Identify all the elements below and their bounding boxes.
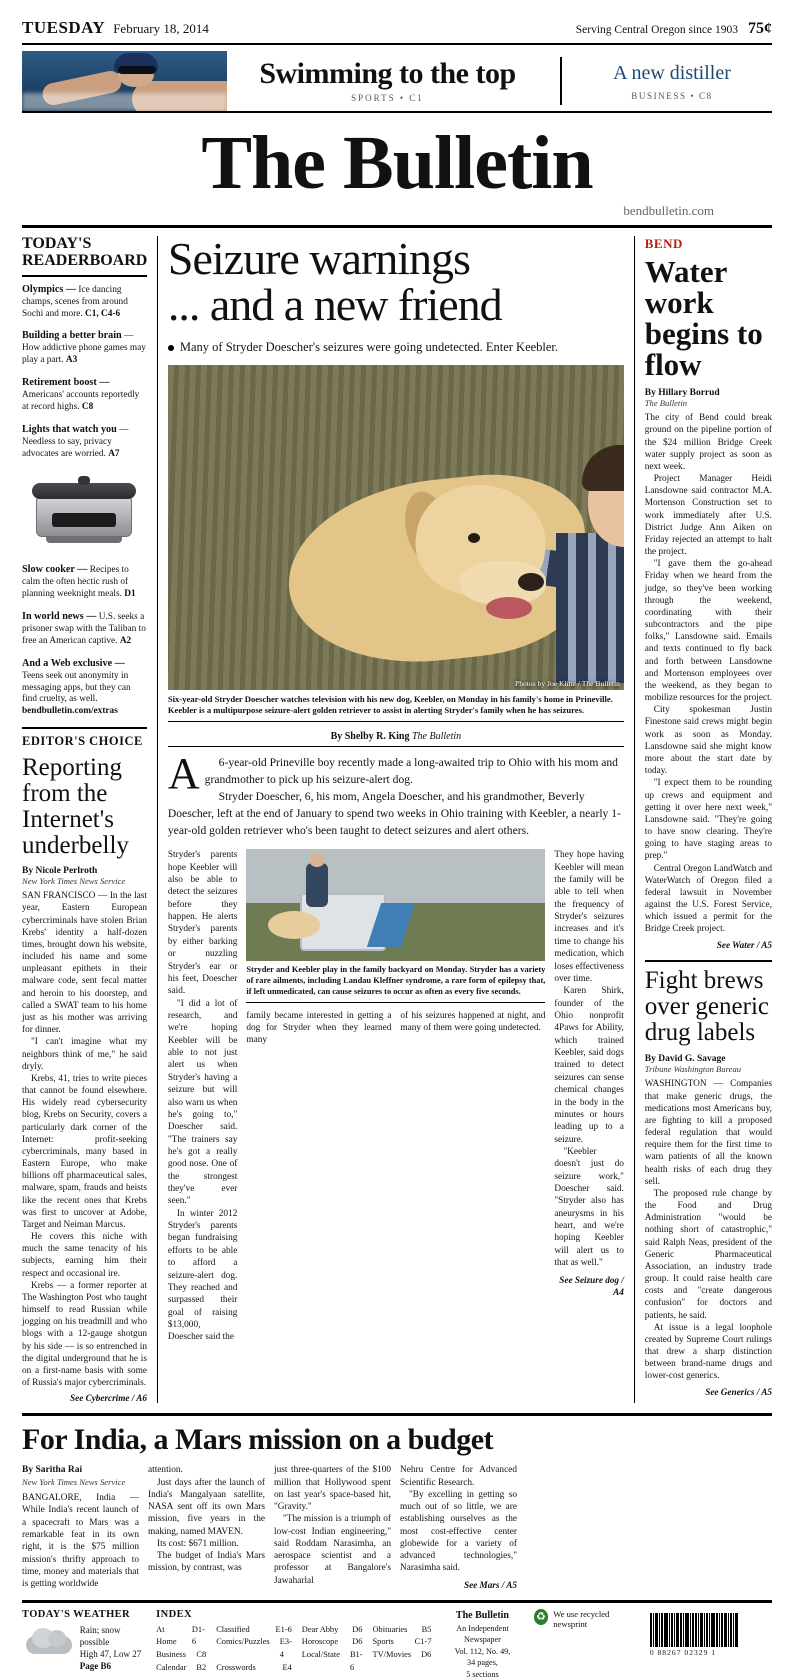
readerboard-item-text: —Needless to say, privacy advocates are worried. (22, 424, 129, 459)
readerboard-item[interactable] (22, 610, 147, 648)
readerboard-item-page: A3 (65, 355, 78, 366)
paragraph: SAN FRANCISCO — In the last year, Eastern European cybercriminals have stolen Brian Krebs' identity a half-dozen times, brought down his website, included his name and some unpleasant epithets in their malware code, sent fecal matter and heroin to his doorstep, and called a SWAT team to his home just as his mother was arriving for dinner. (22, 891, 147, 1036)
index-column (156, 1624, 206, 1674)
readerboard-item-page: D1 (124, 589, 136, 600)
paragraph: Karen Shirk, founder of the Ohio nonprofit 4Paws for Ability, which trained Keebler, said dogs trained to detect seizures can sense chemical changes in the body in the minutes or hours leading up to a seizure. (554, 986, 624, 1145)
india-byline: By Saritha Rai (22, 1465, 83, 1476)
index-page: D6 (421, 1650, 432, 1660)
readerboard-item[interactable] (22, 657, 147, 718)
index-row[interactable] (216, 1624, 292, 1637)
lede-photo-caption: Six-year-old Stryder Doescher watches television with his new dog, Keebler, on Monday in his family's home in Prineville. Keebler is a multipurpose seizure-alert golden retriever to assist in alerting Stryder's family when he has seizures. (167, 694, 613, 716)
footer-masthead-sub: An Independent Newspaper (456, 1623, 509, 1645)
lede-column-group (168, 849, 624, 1343)
lede-column-2 (246, 849, 545, 1343)
paragraph: family became interested in getting a dog for Stryder when they learned many (246, 1010, 392, 1046)
dog-nose-shape (518, 573, 544, 591)
readerboard-item[interactable] (22, 423, 147, 461)
dateline-right (576, 20, 772, 38)
index-name: Classified (216, 1624, 250, 1634)
index-page: D6 (352, 1637, 363, 1647)
weather-text (80, 1624, 144, 1673)
main-story (167, 233, 624, 1403)
masthead-website[interactable]: bendbulletin.com (623, 203, 714, 219)
paragraph: They hope having Keebler will mean the family will be able to tell when the frequency of Stryder's seizures increases and it's time to change his medication, which loses effectiveness over time. (554, 850, 624, 984)
index-row[interactable] (373, 1624, 432, 1637)
paragraph: Project Manager Heidi Lansdowne said contractor M.A. Mortenson Construction set to work immediately after U.S. District Judge Ann Aiken on Friday rejected an attempt to halt the project. (644, 474, 772, 558)
india-jumpline[interactable]: See Mars / A5 (463, 1579, 517, 1590)
index-page: B5 (421, 1624, 432, 1634)
footer-masthead-name: The Bulletin (455, 1609, 509, 1621)
india-column-1 (22, 1464, 139, 1591)
paragraph: Stryder's parents hope Keebler will also be able to detect the seizures before they happen. He alerts Stryder's parents by either barking or nuzzling Stryder's ear or his feet, Doescher said. (167, 850, 238, 997)
weather-temps: High 47, Low 27 (79, 1649, 142, 1660)
index-page: E4 (282, 1662, 292, 1672)
promo-teasers (227, 51, 772, 111)
index-row[interactable] (156, 1649, 206, 1662)
paragraph: Krebs — a former reporter at The Washington Post who taught himself to read Russian while jogging on his treadmill and who blogs with a 12-gauge shotgun by his side — is so entrenched in the digital underground that he is on a first-name basis with some of Russia's major cybercriminals. (22, 1280, 147, 1389)
paragraph: attention. (148, 1465, 183, 1476)
dateline-price: 75¢ (748, 20, 772, 37)
paragraph: "I gave them the go-ahead Friday when we heard from the judge, so they've been working through the weekend, coordinating with their subcontractors and the pipe folks," Lansdowne said. Emails and texts continued to fly back and forth between Lansdowne and Mortenson employees over the weekend, as they began to mobilize resources for the project. (644, 559, 773, 704)
index-title: INDEX (156, 1608, 193, 1620)
index-page: E1-6 (275, 1624, 292, 1634)
promo-sports-section: SPORTS • C1 (351, 93, 424, 103)
masthead-title: The Bulletin (201, 121, 593, 205)
swim-goggles-shape (118, 66, 156, 74)
india-columns (22, 1464, 772, 1591)
editors-choice-byline: By Nicole Perlroth (22, 866, 98, 877)
lede-subhead-row (168, 340, 624, 355)
index-name: Comics/Puzzles (216, 1637, 270, 1647)
paragraph: In winter 2012 Stryder's parents began fundraising efforts to be able to afford a seizure-alert dog. They reached and surpassed their goal of raising $13,000, Doescher said the (167, 1208, 238, 1343)
dateline-date: February 18, 2014 (113, 21, 209, 36)
cooker-knob-shape (78, 476, 90, 485)
column-divider (157, 236, 158, 1403)
paragraph: "I can't imagine what my neighbors think of me," he said dryly. (22, 1037, 147, 1072)
dateline-left (22, 18, 209, 38)
paragraph: "I did a lot of research, and we're hoping Keebler will be able to not just alert us when Stryder's having a seizure but will also warn us when he's going to," Doescher said. "The trainers say he's got a really good nose. One of the strongest they've ever seen." (167, 998, 238, 1207)
paragraph: The budget of India's Mars mission, by contrast, was (148, 1551, 265, 1574)
boy-body-shape (556, 533, 624, 683)
index-name: Local/State (301, 1650, 340, 1660)
readerboard-item-lead: In world news — (22, 611, 97, 623)
column-divider (634, 236, 635, 1403)
index-page: D6 (352, 1624, 363, 1634)
weather-description: Rain; snow possible (79, 1624, 121, 1647)
index-name: Sports (372, 1637, 394, 1647)
paragraph: Its cost: $671 million. (157, 1538, 239, 1549)
index-row[interactable] (373, 1636, 432, 1649)
index-row[interactable] (156, 1624, 206, 1649)
generics-body (645, 1078, 772, 1382)
caption-rule (246, 1002, 545, 1003)
byline-rule (168, 746, 624, 747)
index-page: B1-6 (349, 1650, 363, 1672)
masthead-rule (22, 225, 772, 228)
index-box (156, 1609, 431, 1680)
index-name: Business (156, 1650, 186, 1660)
index-name: At Home (156, 1624, 177, 1647)
index-page: E3-4 (279, 1637, 292, 1660)
index-name: Obituaries (372, 1624, 408, 1634)
lede-column-1 (168, 849, 238, 1343)
index-name: Dear Abby (301, 1624, 339, 1634)
footer-masthead (443, 1609, 521, 1680)
index-column (302, 1624, 363, 1674)
paragraph: BANGALORE, India — While India's recent launch of a spacecraft to Mars was a remarkable feat in its own right, it is the $75 million mission's thrifty approach to time, money and materials that is getting worldwide (22, 1493, 139, 1590)
water-splash-shape (22, 93, 227, 111)
backyard-photo (246, 849, 545, 961)
index-row[interactable] (216, 1636, 292, 1661)
readerboard-item-page: A7 (108, 448, 120, 459)
slow-cooker-photo (22, 469, 147, 555)
index-row[interactable] (302, 1624, 363, 1637)
paragraph: Central Oregon LandWatch and WaterWatch of Oregon filed a federal lawsuit in November against the U.S. Forest Service, which issued a permit for the Bridge Creek project. (644, 863, 773, 935)
india-column-4 (400, 1464, 517, 1591)
index-grid (156, 1624, 431, 1674)
readerboard-item-text: Teens seek out anonymity in messaging apps, but they can find cruelty, as well. (22, 670, 131, 705)
water-byline-org: The Bulletin (644, 398, 687, 409)
cooker-panel-shape (52, 513, 116, 527)
barcode-number: 0 88267 02329 1 (649, 1647, 717, 1657)
promo-strip (22, 51, 772, 113)
page-footer (22, 1600, 772, 1680)
readerboard-title: TODAY'S READERBOARD (22, 235, 148, 269)
index-row[interactable] (216, 1662, 292, 1675)
readerboard-item[interactable] (22, 283, 147, 321)
index-name: TV/Movies (372, 1650, 412, 1660)
lede-byline-name: By Shelby R. King (330, 730, 410, 742)
dateline-day: TUESDAY (22, 18, 106, 37)
paragraph: Stryder Doescher, 6, his mom, Angela Doescher, and his grandmother, Beverly Doescher, left at the end of January to spend two weeks in Ohio training with Keebler, a nearly 1-year-old golden retriever who's been taught to detect seizures and alert others. (167, 789, 621, 838)
cooker-base-shape (46, 537, 122, 543)
readerboard-item-lead: Retirement boost — (22, 377, 110, 389)
readerboard-item[interactable] (22, 376, 147, 414)
india-column-2 (148, 1464, 265, 1591)
lede-intro (167, 748, 624, 840)
masthead (22, 113, 772, 219)
readerboard-item-text: Ice dancing champs, scenes from around Sochi and more. (22, 284, 128, 319)
readerboard-item-lead: Slow cooker — (22, 564, 88, 576)
index-name: Crosswords (216, 1662, 256, 1672)
readerboard-item-page: A2 (119, 635, 132, 646)
weather-title: TODAY'S WEATHER (22, 1608, 131, 1620)
lede-jumpline[interactable]: See Seizure dog / A4 (559, 1274, 624, 1297)
swimmer-photo (22, 51, 227, 111)
weather-row (22, 1624, 144, 1673)
dateline-bar (22, 18, 772, 45)
paragraph: of his seizures happened at night, and many of them were going undetected. (400, 1010, 546, 1033)
cloud-icon (22, 1624, 72, 1662)
bullet-icon (168, 345, 174, 351)
lede-column-2a (246, 1010, 391, 1047)
cloud-shape-right (48, 1630, 66, 1647)
man-body-shape (306, 863, 328, 907)
readerboard-item-lead: And a Web exclusive — (22, 657, 125, 669)
lede-subhead: Many of Stryder Doescher's seizures were going undetected. Enter Keebler. (179, 340, 559, 355)
paragraph: 6-year-old Prineville boy recently made a long-awaited trip to Ohio with his mom and grandmother to pick up his seizure-alert dog. (204, 755, 618, 786)
readerboard-item-page: C1, C4-6 (85, 308, 121, 319)
readerboard-item-text: — How addictive phone games may play a part. (22, 331, 146, 366)
editors-choice-kicker: EDITOR'S CHOICE (22, 727, 147, 749)
promo-business-headline: A new distiller (613, 61, 731, 84)
barcode-block (650, 1609, 772, 1680)
promo-business-section: BUSINESS • C8 (631, 90, 713, 101)
generics-byline-org: Tribune Washington Bureau (644, 1064, 742, 1075)
paragraph: "I expect them to be rounding up crews and equipment and getting it over here next week," Lansdowne said. "They're going to have snow clearing. They're going to have staging areas to prep." (644, 778, 772, 862)
index-row[interactable] (302, 1636, 363, 1649)
lede-subcolumns (246, 1010, 545, 1047)
photo-credit: Photos by Joe Kline / The Bulletin (514, 679, 620, 689)
lede-byline-org: The Bulletin (412, 730, 462, 742)
index-name: Horoscope (301, 1637, 339, 1647)
barcode-icon (650, 1613, 772, 1647)
recycle-icon: ♻ (534, 1609, 549, 1625)
editors-choice-headline[interactable]: Reporting from the Internet's underbelly (22, 754, 129, 860)
readerboard-item-lead: Olympics — (22, 283, 77, 295)
left-rail (22, 236, 147, 1403)
paragraph: Krebs, 41, tries to write pieces that cannot be found elsewhere. His widely read cybersecurity blog, Krebs on Security, covers a particularly dark corner of the Internet: profit-seeking cybercriminals, many based in Eastern Europe, who make billions off pharmaceutical sales, malware, spam, frauds and heists like the recent ones that Krebs was first to uncover at Adobe, Target and Neiman Marcus. (22, 1073, 147, 1230)
promo-sports-teaser[interactable] (227, 59, 560, 103)
readerboard-item-page[interactable]: bendbulletin.com/extras (22, 706, 118, 717)
footer-masthead-sections: 5 sections (466, 1669, 499, 1679)
footer-masthead-pages: 34 pages, (467, 1658, 498, 1668)
india-byline-org: New York Times News Service (22, 1476, 126, 1487)
paragraph: City spokesman Justin Finestone said crews might begin work as soon as Monday. Lansdowne said she might know more about the start date by today. (644, 705, 772, 777)
lede-photo (168, 365, 624, 690)
weather-page[interactable]: Page B6 (79, 1661, 111, 1672)
index-row[interactable] (373, 1649, 432, 1662)
paragraph: "Keebler doesn't just do seizure work," Doescher said. "Stryder also has aneurysms in his heart, and we're hoping Keebler will alert us to that as well." (554, 1146, 624, 1269)
india-column-3 (274, 1464, 391, 1591)
readerboard-item-lead: Lights that watch you (22, 423, 117, 435)
page-columns (22, 233, 773, 1404)
paragraph: just three-quarters of the $100 million that Hollywood spent on last year's space-based hit, "Gravity." (274, 1465, 391, 1513)
right-rail (645, 236, 772, 1403)
readerboard-rule (22, 275, 147, 277)
water-body (645, 412, 772, 935)
index-page: D1-6 (191, 1624, 205, 1647)
water-jumpline[interactable]: See Water / A5 (716, 939, 772, 950)
paragraph: WASHINGTON — Companies that make generic drugs, the medications most Americans buy, are fighting to kill a proposed federal regulation that would require them for the first time to warn patients of all the known health risks of each drug they sell. (644, 1079, 772, 1187)
lede-byline (168, 731, 624, 742)
editors-choice-body (22, 890, 147, 1389)
index-column (216, 1624, 292, 1674)
water-byline: By Hillary Borrud (644, 388, 720, 399)
paragraph: He covers this niche with much the same tenacity of his subjects, earning him their respect and occasional ire. (22, 1232, 147, 1279)
readerboard-item[interactable] (22, 329, 147, 367)
paragraph: The city of Bend could break ground on the pipeline portion of the $24 million Bridge Creek water supply project as soon as next week. (644, 413, 772, 472)
paragraph: Nehru Centre for Advanced Scientific Research. (400, 1465, 517, 1488)
index-row[interactable] (156, 1662, 206, 1675)
recycle-text: We use recycled newsprint (553, 1608, 610, 1629)
index-name: Calendar (156, 1662, 187, 1672)
generics-jumpline[interactable]: See Generics / A5 (705, 1386, 772, 1397)
index-page: B2 (196, 1662, 207, 1672)
dateline-serving: Serving Central Oregon since 1903 (575, 24, 738, 36)
readerboard-item-text: Recipes to calm the often hectic rush of planning weeknight meals. (22, 565, 129, 600)
recycle-notice (534, 1609, 638, 1680)
index-page: C8 (196, 1650, 207, 1660)
lede-headline-line2: ... and a new friend (167, 279, 502, 331)
lede-column-2b (400, 1010, 545, 1047)
paragraph: At issue is a legal loophole created by Supreme Court rulings that drew a sharp distinction between brand-name drugs and lower-cost generics. (644, 1322, 772, 1382)
cooker-lid-shape (32, 483, 136, 499)
readerboard-item-text: U.S. seeks a prisoner swap with the Taliban to free an American captive. (22, 612, 146, 646)
drop-cap: A (167, 748, 200, 798)
lede-headline-line1: Seizure warnings (167, 233, 470, 285)
section-rule (645, 960, 772, 962)
water-headline[interactable]: Water work begins to flow (644, 254, 763, 383)
paragraph: The proposed rule change by the Food and Drug Administration "would be nothing short of catastrophic," said Ralph Neas, president of the Generic Pharmaceutical Association, an industry trade group. It could raise health care costs and "create dangerous confusion" for doctors and patients, he said. (644, 1188, 772, 1321)
paragraph: "By excelling in getting so much out of so little, we are establishing ourselves as the most cost-effective center globewide for a variety of advanced technologies," Narasimha said. (400, 1489, 517, 1574)
editors-choice-jumpline[interactable]: See Cybercrime / A6 (70, 1393, 147, 1404)
editors-choice-byline-org: New York Times News Service (22, 876, 126, 887)
promo-business-teaser[interactable] (562, 62, 772, 101)
index-column (373, 1624, 432, 1674)
paragraph: Just days after the launch of India's Mangalyaan satellite, NASA sent off its own Mars mission, five years in the making, named MAVEN. (148, 1477, 265, 1537)
footer-masthead-volume: Vol. 112, No. 49, (454, 1646, 511, 1656)
bend-kicker: BEND (644, 236, 683, 252)
generics-headline[interactable]: Fight brews over generic drug labels (644, 966, 769, 1047)
india-headline[interactable]: For India, a Mars mission on a budget (22, 1423, 494, 1457)
readerboard-item-text: Americans' accounts reportedly at record highs. (22, 390, 140, 412)
india-story (22, 1413, 772, 1591)
caption-rule (168, 721, 624, 722)
readerboard-item[interactable] (22, 563, 147, 601)
dog-tongue-shape (486, 597, 532, 619)
readerboard-item-page: C8 (81, 401, 94, 412)
generics-byline: By David G. Savage (644, 1054, 726, 1065)
index-page: C1-7 (414, 1637, 432, 1647)
backyard-photo-caption: Stryder and Keebler play in the family backyard on Monday. Stryder has a variety of rare ailments, including Landau Kleffner syndrome, a rare form of epilepsy that, if left unmedicated, can cause seizures to occur as often as every five seconds. (246, 965, 546, 996)
index-row[interactable] (302, 1649, 363, 1674)
readerboard-item-lead: Building a better brain (22, 330, 122, 342)
weather-box[interactable] (22, 1609, 144, 1680)
paragraph: "The mission is a triumph of low-cost Indian engineering," said Roddam Narasimha, an aerospace scientist and a professor at Bangalore's Jawaharlal (274, 1514, 391, 1586)
lede-column-3 (554, 849, 624, 1343)
promo-sports-headline: Swimming to the top (259, 57, 516, 90)
